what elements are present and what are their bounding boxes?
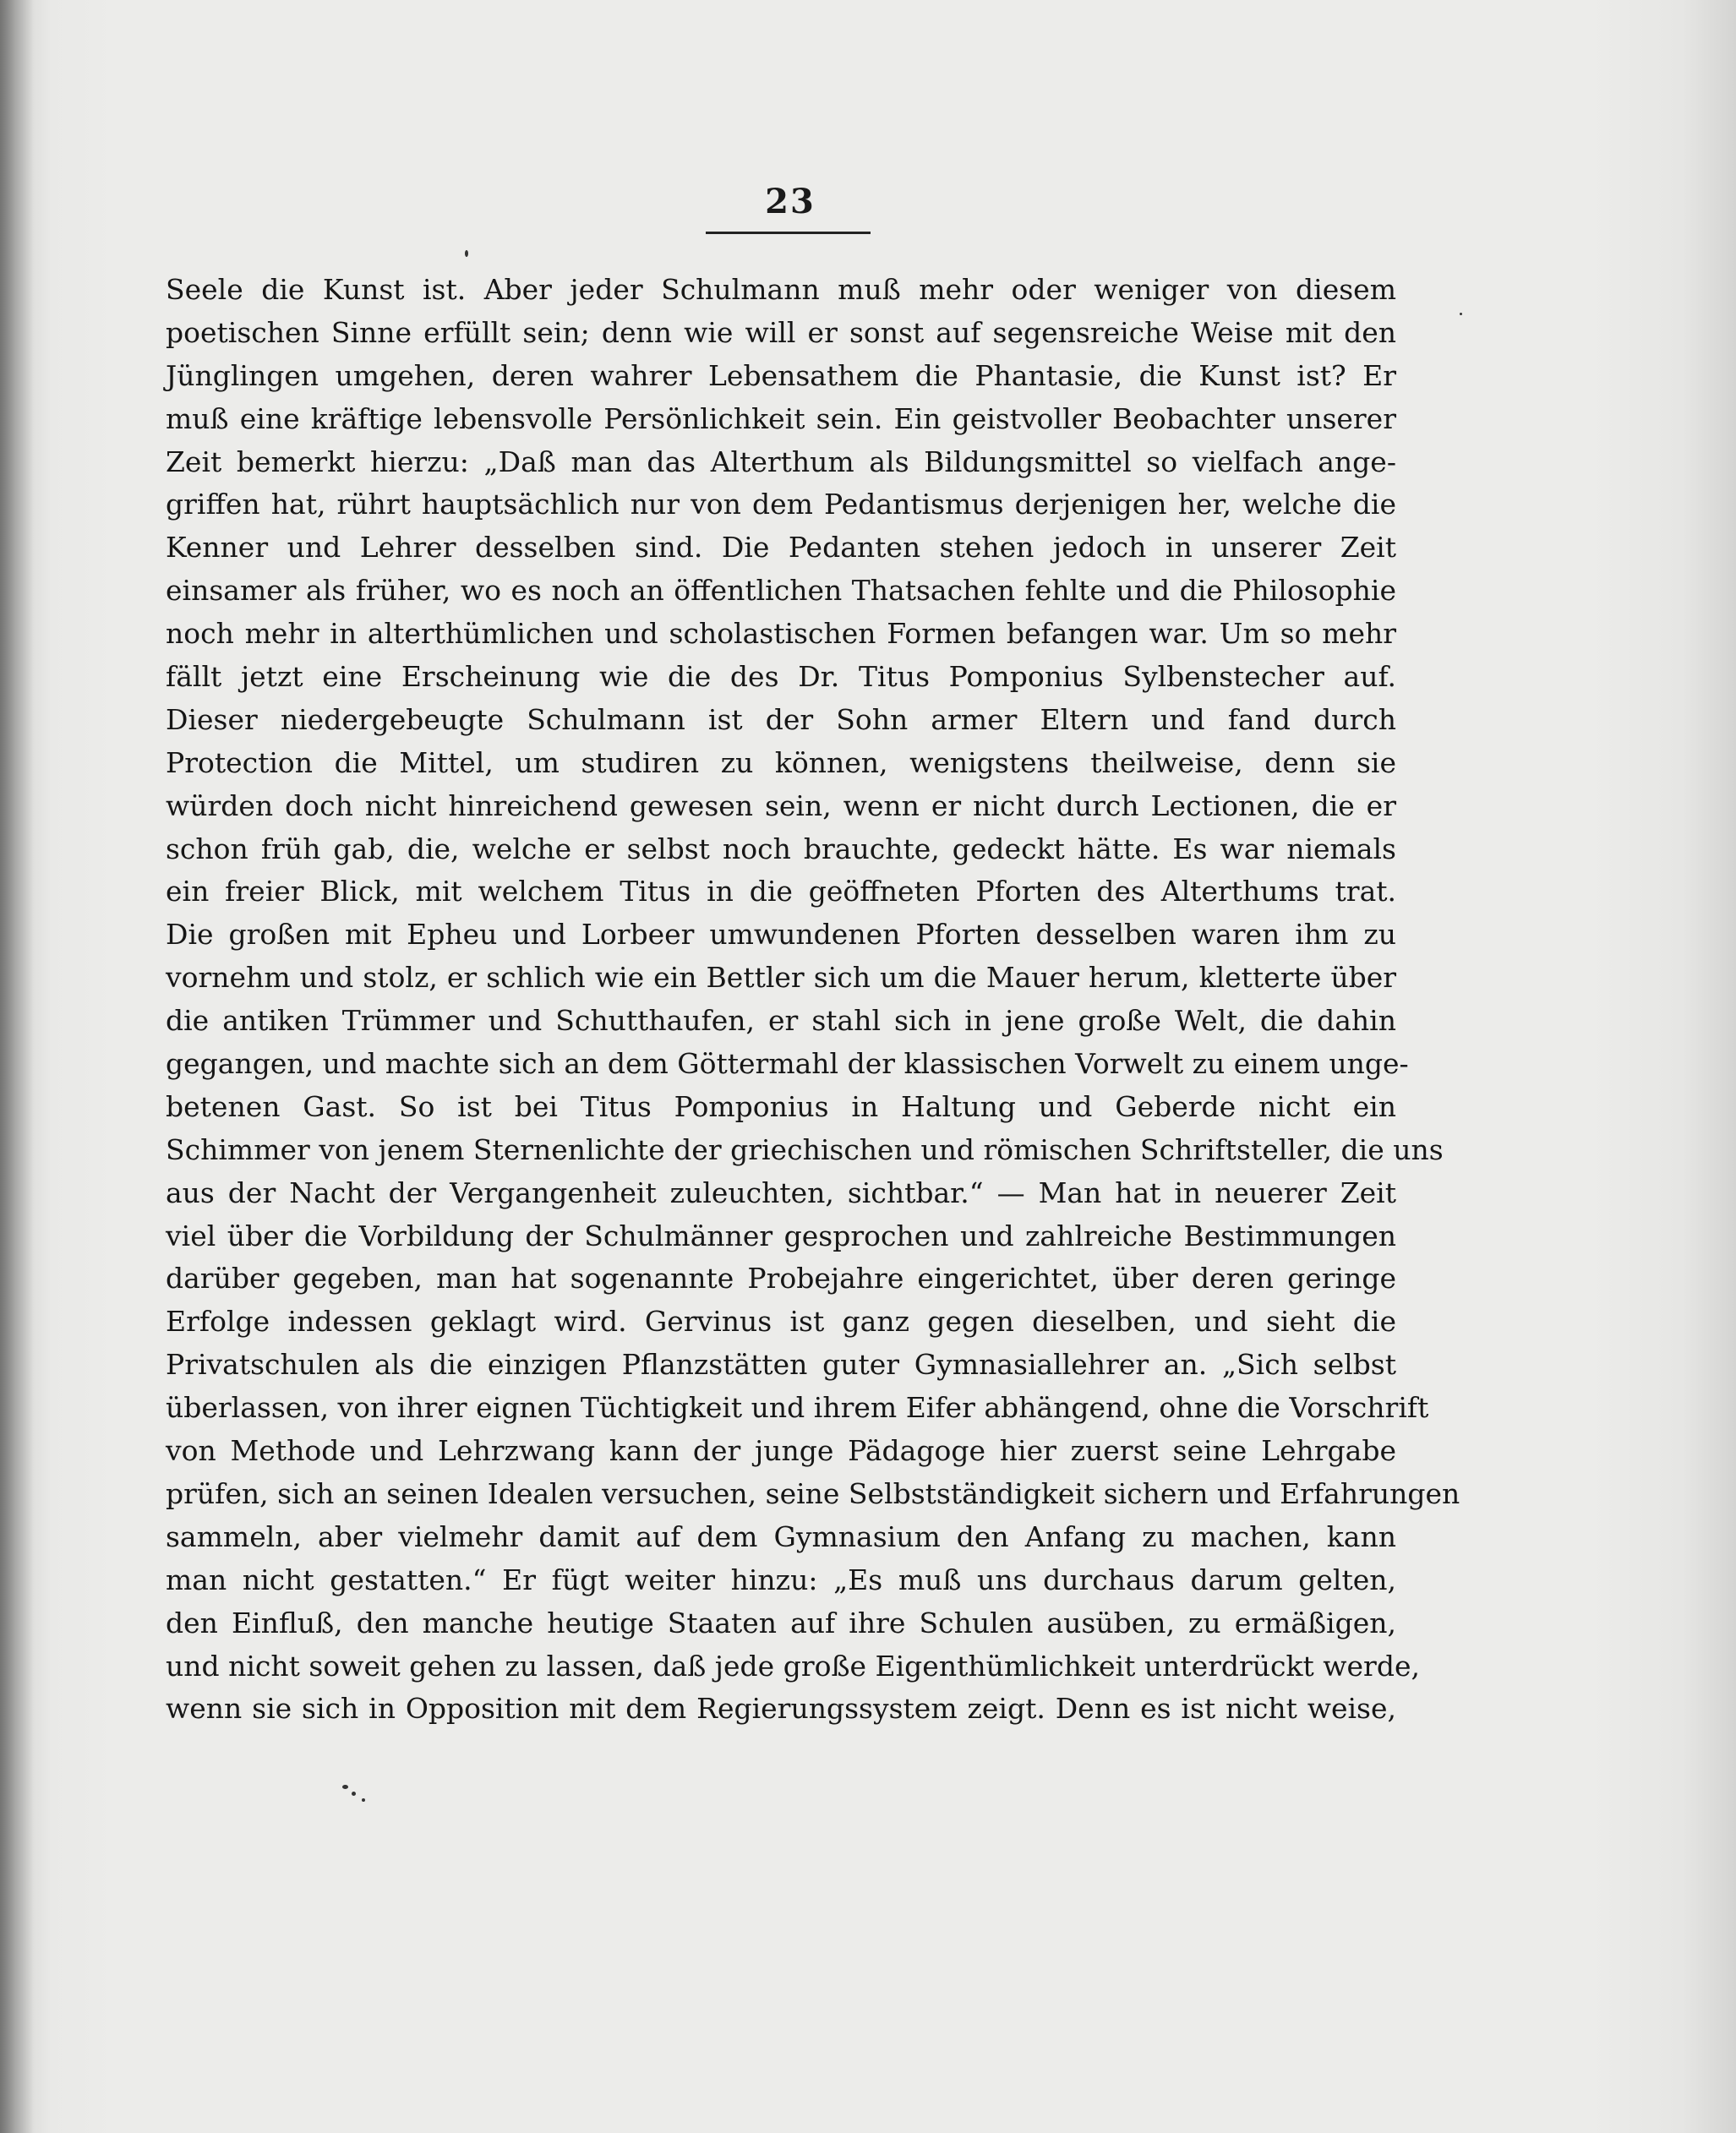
ink-speck xyxy=(465,250,468,257)
text-line: Die großen mit Epheu und Lorbeer umwundenen Pforten desselben waren ihm zu xyxy=(166,918,1396,952)
text-line: wenn sie sich in Opposition mit dem Regierungssystem zeigt. Denn es ist nicht weise, xyxy=(166,1692,1396,1726)
text-line: Protection die Mittel, um studiren zu können, wenigstens theilweise, denn sie xyxy=(166,745,1396,779)
ink-speck xyxy=(352,1792,356,1796)
text-line: von Methode und Lehrzwang kann der junge Pädagoge hier zuerst seine Lehrgabe xyxy=(166,1434,1396,1468)
text-line: Kenner und Lehrer desselben sind. Die Pedanten stehen jedoch in unserer Zeit xyxy=(166,531,1396,565)
text-line: würden doch nicht hinreichend gewesen sein, wenn er nicht durch Lectionen, die er xyxy=(166,788,1396,822)
binding-shadow xyxy=(0,0,34,2133)
text-line: die antiken Trümmer und Schutthaufen, er stahl sich in jene große Welt, die dahin xyxy=(166,1004,1396,1038)
text-line: gegangen, und machte sich an dem Göttermahl der klassischen Vorwelt zu einem unge- xyxy=(166,1047,1409,1081)
text-line: Zeit bemerkt hierzu: „Daß man das Alterthum als Bildungsmittel so vielfach ange- xyxy=(166,445,1396,478)
text-line: den Einfluß, den manche heutige Staaten auf ihre Schulen ausüben, zu ermäßigen, xyxy=(166,1606,1396,1639)
text-line: fällt jetzt eine Erscheinung wie die des Dr. Titus Pomponius Sylbenstecher auf. xyxy=(166,660,1396,694)
ink-speck xyxy=(342,1785,348,1789)
text-line: und nicht soweit gehen zu lassen, daß jede große Eigenthümlichkeit unterdrückt werde, xyxy=(166,1649,1420,1683)
page-number: 23 xyxy=(765,182,816,221)
text-line: betenen Gast. So ist bei Titus Pomponius in Haltung und Geberde nicht ein xyxy=(166,1089,1396,1123)
text-line: poetischen Sinne erfüllt sein; denn wie will er sonst auf segensreiche Weise mit den xyxy=(166,315,1396,349)
text-line: sammeln, aber vielmehr damit auf dem Gymnasium den Anfang zu machen, kann xyxy=(166,1519,1396,1553)
text-line: darüber gegeben, man hat sogenannte Probejahre eingerichtet, über deren geringe xyxy=(166,1262,1396,1296)
text-line: muß eine kräftige lebensvolle Persönlichkeit sein. Ein geistvoller Beobachter unserer xyxy=(166,401,1396,435)
body-text xyxy=(166,269,1460,1731)
text-line: Dieser niedergebeugte Schulmann ist der Sohn armer Eltern und fand durch xyxy=(166,702,1396,736)
text-line: Schimmer von jenem Sternenlichte der griechischen und römischen Schriftsteller, die uns xyxy=(166,1132,1444,1166)
text-line: Jünglingen umgehen, deren wahrer Lebensathem die Phantasie, die Kunst ist? Er xyxy=(166,358,1396,392)
text-line: ein freier Blick, mit welchem Titus in die geöffneten Pforten des Alterthums trat. xyxy=(166,875,1396,908)
text-line: schon früh gab, die, welche er selbst noch brauchte, gedeckt hätte. Es war niemals xyxy=(166,832,1396,865)
ink-speck xyxy=(1460,313,1462,315)
text-line: Seele die Kunst ist. Aber jeder Schulmann muß mehr oder weniger von diesem xyxy=(166,273,1396,306)
header-rule xyxy=(706,232,871,234)
text-line: prüfen, sich an seinen Idealen versuchen, seine Selbstständigkeit sichern und Erfahrungen xyxy=(166,1476,1460,1510)
text-line: griffen hat, rührt hauptsächlich nur von dem Pedantismus derjenigen her, welche die xyxy=(166,488,1396,521)
text-line: man nicht gestatten.“ Er fügt weiter hinzu: „Es muß uns durchaus darum gelten, xyxy=(166,1563,1396,1596)
text-line: überlassen, von ihrer eignen Tüchtigkeit und ihrem Eifer abhängend, ohne die Vorschrift xyxy=(166,1391,1429,1425)
text-line: vornehm und stolz, er schlich wie ein Bettler sich um die Mauer herum, kletterte über xyxy=(166,961,1396,995)
ink-speck xyxy=(362,1798,365,1802)
text-line: Privatschulen als die einzigen Pflanzstätten guter Gymnasiallehrer an. „Sich selbst xyxy=(166,1348,1396,1382)
text-line: einsamer als früher, wo es noch an öffentlichen Thatsachen fehlte und die Philosophie xyxy=(166,574,1396,608)
text-line: Erfolge indessen geklagt wird. Gervinus ist ganz gegen dieselben, und sieht die xyxy=(166,1305,1396,1339)
text-line: viel über die Vorbildung der Schulmänner gesprochen und zahlreiche Bestimmungen xyxy=(166,1219,1396,1252)
text-line: noch mehr in alterthümlichen und scholastischen Formen befangen war. Um so mehr xyxy=(166,617,1396,651)
text-line: aus der Nacht der Vergangenheit zuleuchten, sichtbar.“ — Man hat in neuerer Zeit xyxy=(166,1176,1396,1209)
